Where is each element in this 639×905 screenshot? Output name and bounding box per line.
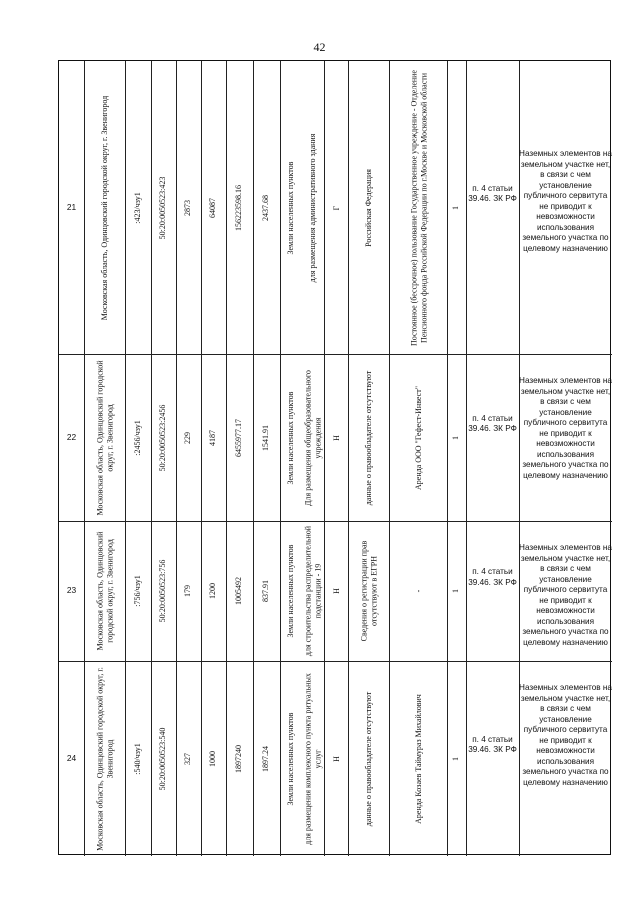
v4-cell: 1897.24 [261, 745, 271, 772]
v2-cell: 1200 [208, 583, 218, 599]
encumbrance-cell: - [414, 589, 424, 593]
category-cell: Земли населенных пунктов [286, 161, 296, 254]
part-cell: :756/чзу1 [133, 575, 143, 607]
note-text: Наземных элементов на земельном участке нет, в связи с чем установление публичного сервитута не приводит к невозможности использования земельного участка по целевому назначению [519, 683, 612, 787]
v3-cell: 1005492 [234, 577, 244, 605]
part-cell: :540/чзу1 [133, 742, 143, 775]
part-cell: :423/чзу1 [133, 191, 143, 224]
column-divider [226, 61, 227, 856]
category-cell: Земли населенных пунктов [286, 391, 296, 484]
count-cell: 1 [451, 435, 461, 440]
column-divider [280, 61, 281, 856]
column-divider [125, 61, 126, 856]
cadastral-cell: 50:20:0050523:540 [158, 727, 168, 790]
v1-cell: 2873 [183, 199, 193, 216]
cadastral-cell: 50:20:0050523:423 [158, 176, 168, 239]
row-number: 23 [66, 585, 77, 595]
address-cell: Московская область, Одинцовский городской округ, г. Звенигород [95, 359, 114, 516]
encumbrance-cell: Аренда Козаев Таймураз Михайлович [414, 693, 424, 824]
v1-cell: 179 [183, 585, 193, 597]
column-divider [151, 61, 152, 856]
note-text: Наземных элементов на земельном участке нет, в связи с чем установление публичного сервитута не приводит к невозможности использования земельного участка по целевому назначению [519, 543, 612, 647]
v2-cell: 64087 [208, 197, 218, 218]
part-cell: :2456/чзу1 [133, 419, 143, 456]
mark-cell: Н [332, 588, 342, 594]
address-cell: Московская область, Одинцовский городской округ, г. Звенигород [95, 666, 114, 851]
use-cell: для размещения административного здания [308, 133, 318, 282]
mark-cell: Г [332, 205, 342, 210]
category-cell: Земли населенных пунктов [286, 544, 296, 638]
note-text: Наземных элементов на земельном участке нет, в связи с чем установление публичного сервитута не приводит к невозможности использования земельного участка по целевому назначению [519, 149, 612, 253]
v1-cell: 229 [183, 431, 193, 444]
encumbrance-cell: Постоянное (бессрочное) пользование Государственное учреждение - Отделение Пенсионного фонда Российской Федерации по г.Москве и Московской области [409, 69, 428, 346]
right-holder-cell: Российская Федерация [364, 168, 374, 247]
column-divider [348, 61, 349, 856]
v1-cell: 327 [183, 752, 193, 765]
column-divider [201, 61, 202, 856]
note-text: Наземных элементов на земельном участке нет, в связи с чем установление публичного сервитута не приводит к невозможности использования земельного участка по целевому назначению [519, 376, 612, 480]
column-divider [176, 61, 177, 856]
v4-cell: 2437.68 [261, 194, 271, 221]
right-holder-cell: Сведения о регистрации прав отсутствуют в ЕГРН [359, 540, 378, 642]
basis-text: п. 4 статьи 39.46. ЗК РФ [468, 734, 517, 754]
page-number: 42 [313, 40, 326, 54]
address-cell: Московская область, Одинцовский городской округ, г. Звенигород [95, 531, 114, 651]
row-number: 22 [66, 431, 77, 442]
column-divider [324, 61, 325, 856]
mark-cell: Н [332, 755, 342, 762]
cadastral-cell: 50:20:0050523:756 [158, 559, 168, 623]
column-divider [84, 61, 85, 856]
row-number: 24 [66, 752, 77, 763]
address-cell: Московская область, Одинцовский городской округ, г. Звенигород [100, 95, 110, 320]
v4-cell: 837.91 [261, 580, 271, 602]
basis-text: п. 4 статьи 39.46. ЗК РФ [468, 183, 517, 203]
basis-text: п. 4 статьи 39.46. ЗК РФ [468, 567, 517, 587]
row-divider [59, 354, 612, 355]
v3-cell: 156223598.16 [234, 184, 244, 231]
column-divider [389, 61, 390, 856]
v2-cell: 1000 [208, 750, 218, 767]
basis-text: п. 4 статьи 39.46. ЗК РФ [468, 413, 517, 433]
v4-cell: 1541.91 [261, 424, 271, 451]
mark-cell: Н [332, 434, 342, 441]
right-holder-cell: данные о правообладателе отсутствуют [364, 370, 374, 505]
right-holder-cell: данные о правообладателе отсутствуют [364, 691, 374, 826]
count-cell: 1 [451, 756, 461, 761]
column-divider [253, 61, 254, 856]
encumbrance-cell: Аренда ООО "Гефест-Инвест" [414, 385, 424, 490]
count-cell: 1 [451, 205, 461, 210]
row-number: 21 [66, 201, 77, 212]
count-cell: 1 [451, 589, 461, 593]
use-cell: для строительства распределительной подстанции - 19 [303, 525, 322, 657]
v3-cell: 1897240 [234, 744, 244, 773]
v2-cell: 4187 [208, 429, 218, 446]
column-divider [447, 61, 448, 856]
category-cell: Земли населенных пунктов [286, 712, 296, 805]
use-cell: Для размещения общеобразовательного учреждения [303, 369, 322, 506]
cadastral-cell: 50:20:0050523:2456 [158, 404, 168, 471]
row-divider [59, 521, 612, 522]
v3-cell: 6455977.17 [234, 418, 244, 457]
use-cell: для размещения комплексного пункта ритуальных услуг [303, 672, 322, 845]
document-table [58, 60, 611, 855]
row-divider [59, 661, 612, 662]
